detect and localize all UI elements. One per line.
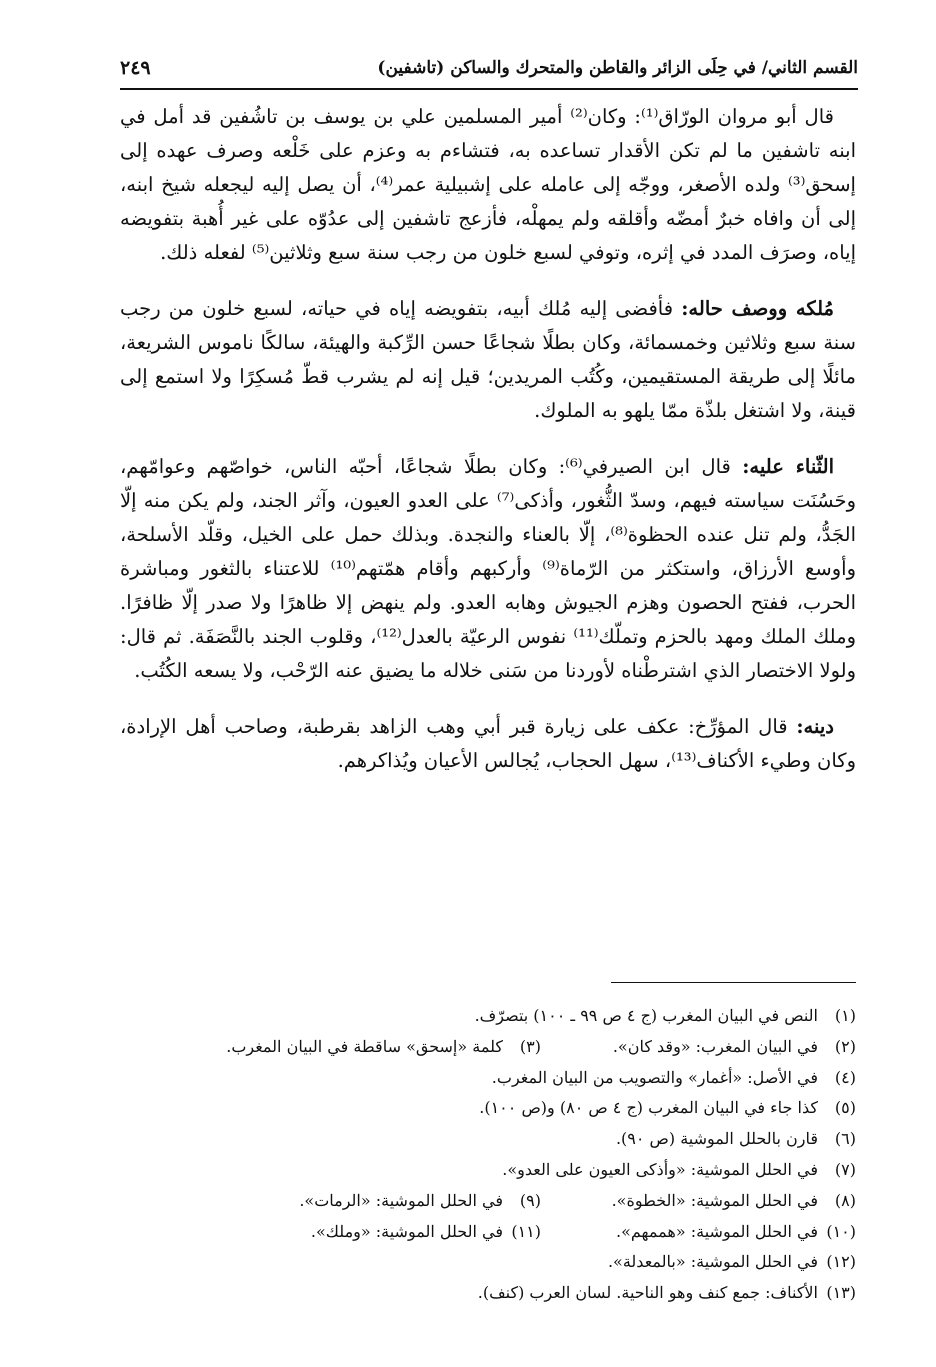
page-header <box>120 48 858 90</box>
footnote-text: قارن بالحلل الموشية (ص ٩٠). <box>615 1129 818 1149</box>
footnote <box>120 1124 856 1155</box>
footnote <box>120 1001 856 1032</box>
footnote <box>120 1093 856 1124</box>
footnote-pair <box>120 1217 856 1248</box>
footnotes <box>120 982 856 1309</box>
footnote-number: (١٣) <box>826 1283 856 1303</box>
footnote <box>120 1278 856 1309</box>
footnote-number: (٨) <box>834 1190 856 1210</box>
main-text <box>120 100 856 800</box>
footnote-pair <box>120 1032 856 1063</box>
paragraph-text: فأفضى إليه مُلك أبيه، بتفويضه إياه في حياته، لسبع خلون من رجب سنة سبع وثلاثين وخمسمائة، وكان بطلًا شجاعًا حسن الرِّكبة والهيئة، سالكًا ناموس الشريعة، مائلًا إلى طريقة المستقيمين، وكُتُب المريدين؛ قيل إنه لم يشرب قطّ مُسكِرًا ولا استمع إلى قينة، ولا اشتغل بلذّة ممّا يلهو به الملوك. <box>120 297 856 422</box>
footnote <box>120 1247 856 1278</box>
footnote-divider <box>611 982 856 983</box>
footnote-text: في الحلل الموشية: «بالمعدلة». <box>607 1252 818 1272</box>
footnote-text: في الحلل الموشية: «وأذكى العيون على العدو». <box>502 1159 818 1179</box>
footnote-number: (١١) <box>511 1221 541 1241</box>
footnote-text: في الحلل الموشية: «الخطوة». <box>611 1190 818 1210</box>
footnote-number: (١٢) <box>826 1252 856 1272</box>
footnote-number: (٢) <box>834 1036 856 1056</box>
running-head: القسم الثاني/ في حِلَى الزائر والقاطن والمتحرك والساكن (تاشفين) <box>377 58 858 78</box>
footnote-number: (٧) <box>834 1159 856 1179</box>
footnote-text: النص في البيان المغرب (ج ٤ ص ٩٩ ـ ١٠٠) بتصرّف. <box>474 1006 818 1025</box>
footnote-text: في الحلل الموشية: «الرمات». <box>299 1190 503 1210</box>
footnote-number: (٦) <box>834 1129 856 1149</box>
footnote-number: (١٠) <box>826 1221 856 1241</box>
footnote-text: كذا جاء في البيان المغرب (ج ٤ ص ٨٠) و(ص ١٠٠). <box>479 1098 818 1118</box>
footnote-text: في البيان المغرب: «وقد كان». <box>612 1036 818 1056</box>
footnote-list <box>120 1001 856 1309</box>
footnote-number: (١) <box>834 1006 856 1025</box>
paragraph <box>120 100 856 270</box>
paragraph-heading: الثّناء عليه: <box>742 455 835 478</box>
footnote-number: (٤) <box>834 1067 856 1087</box>
footnote <box>120 1155 856 1186</box>
footnote-text: الأكناف: جمع كنف وهو الناحية. لسان العرب (كنف). <box>477 1283 818 1303</box>
footnote-text: كلمة «إسحق» ساقطة في البيان المغرب. <box>226 1036 503 1056</box>
footnote-number: (٩) <box>519 1190 541 1210</box>
footnote-number: (٣) <box>519 1036 541 1056</box>
paragraph <box>120 710 856 778</box>
paragraph <box>120 292 856 428</box>
footnote-text: في الحلل الموشية: «هممهم». <box>616 1221 818 1241</box>
footnote-text: في الأصل: «أغمار» والتصويب من البيان المغرب. <box>491 1067 818 1087</box>
paragraph-text: قال المؤرِّخ: عكف على زيارة قبر أبي وهب الزاهد بقرطبة، وصاحب أهل الإرادة، وكان وطيء الأكناف⁽¹³⁾، سهل الحجاب، يُجالس الأعيان ويُذاكرهم. <box>120 715 856 772</box>
paragraph-text: قال ابن الصيرفي⁽⁶⁾: وكان بطلًا شجاعًا، أحبّه الناس، خواصّهم وعوامّهم، وحَسُنَت سياسته فيهم، وسدّ الثُّغور، وأذكى⁽⁷⁾ على العدو العيون، وآثر الجند، ولم يكن منه إلّا الجَدُّ، ولم تنل عنده الحظوة⁽⁸⁾، إلّا بالعناء والنجدة. وبذلك حمل على الخيل، وقلّد الأسلحة، وأوسع الأرزاق، واستكثر من الرّماة⁽⁹⁾ وأركبهم وأقام همّتهم⁽¹⁰⁾ للاعتناء بالثغور ومباشرة الحرب، ففتح الحصون وهزم الجيوش وهابه العدو. ولم ينهض إلا ظاهرًا ولا صدر إلّا ظافرًا. وملك الملك ومهد بالحزم وتملّك⁽¹¹⁾ نفوس الرعيّة بالعدل⁽¹²⁾، وقلوب الجند بالنَّصَفَة. ثم قال: ولولا الاختصار الذي اشترطْناه لأوردنا من سَنى خلاله ما يضيق عنه الرّحْب، ولا يسعه الكُتُب. <box>120 455 857 682</box>
footnote-number: (٥) <box>834 1098 856 1118</box>
page-number: ٢٤٩ <box>120 57 151 79</box>
footnote-text: في الحلل الموشية: «وملك». <box>310 1221 503 1241</box>
paragraph <box>120 450 856 688</box>
footnote-pair <box>120 1186 856 1217</box>
paragraph-text: قال أبو مروان الورّاق⁽¹⁾: وكان⁽²⁾ أمير المسلمين علي بن يوسف بن تاشُفين قد أمل في ابنه تاشفين ما لم تكن الأقدار تساعده به، فتشاءم به وعزم على خَلْعه وصرف عهده إلى إسحق⁽³⁾ ولده الأصغر، ووجّه إلى عامله على إشبيلية عمر⁽⁴⁾، أن يصل إليه ليجعله شيخ ابنه، إلى أن وافاه خبرٌ أمضّه وأقلقه ولم يمهلْه، فأزعج تاشفين إلى عدُوّه على غير أُهبة بتفويضه إياه، وصرَف المدد في إثره، وتوفي لسبع خلون من رجب سنة سبع وثلاثين⁽⁵⁾ لفعله ذلك. <box>120 105 856 264</box>
footnote <box>120 1063 856 1094</box>
paragraph-heading: دينه: <box>796 715 834 738</box>
paragraph-heading: مُلكه ووصف حاله: <box>681 297 835 320</box>
